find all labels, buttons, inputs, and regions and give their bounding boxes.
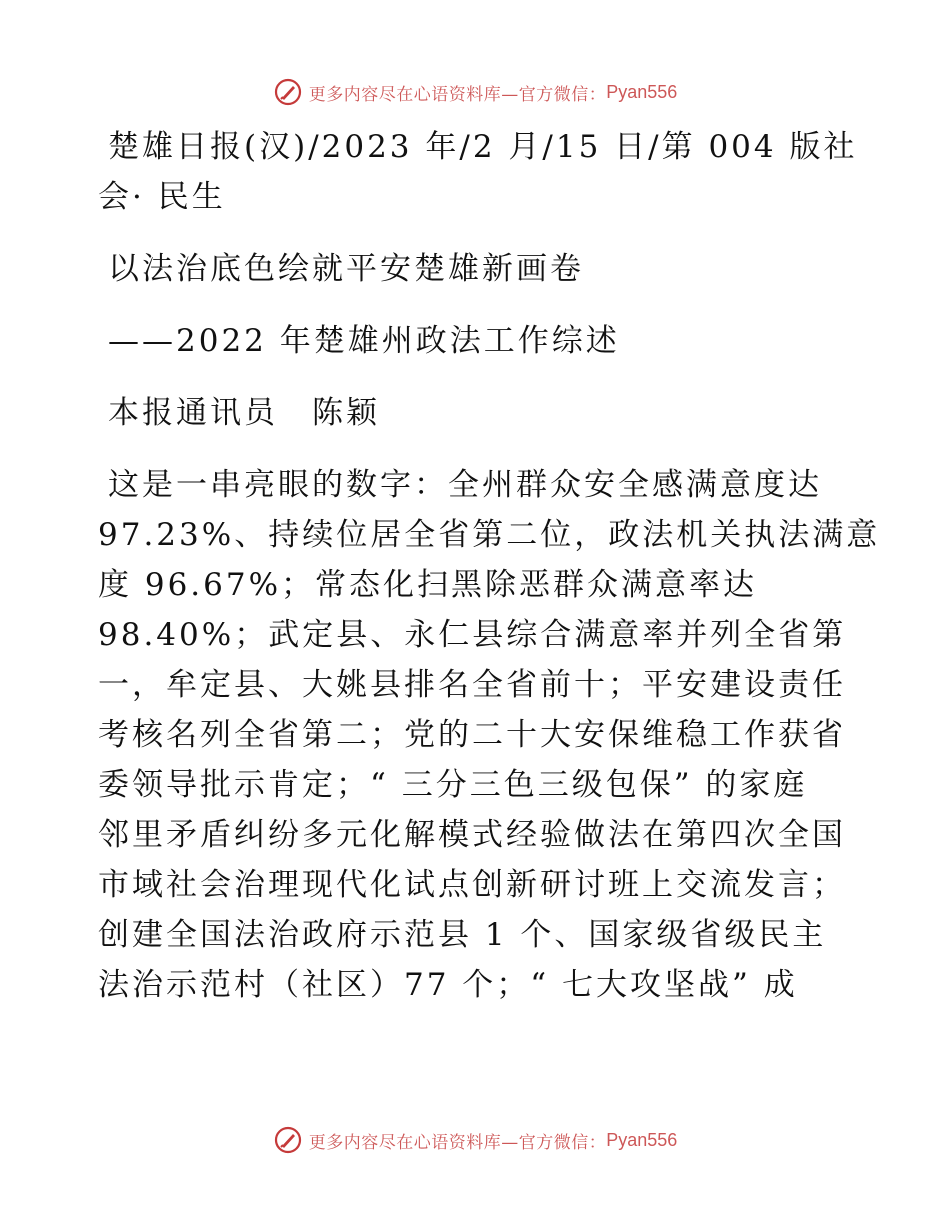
body-line-3: 度 96.67%；常态化扫黑除恶群众满意率达 xyxy=(98,567,758,603)
source-line-2: 会· 民生 xyxy=(98,179,226,215)
source-line-1: 楚雄日报(汉)/2023 年/2 月/15 日/第 004 版社 xyxy=(108,129,858,165)
watermark-id: Pyan556 xyxy=(606,1129,678,1150)
quill-logo-icon xyxy=(273,1125,303,1155)
article-byline: 本报通讯员 陈颖 xyxy=(108,395,380,431)
watermark-id: Pyan556 xyxy=(606,81,678,102)
body-line-2: 97.23%、持续位居全省第二位，政法机关执法满意 xyxy=(98,517,881,553)
watermark-text: 更多内容尽在心语资料库—官方微信： xyxy=(308,84,607,105)
watermark-header xyxy=(0,72,950,112)
article-subtitle: ——2022 年楚雄州政法工作综述 xyxy=(108,323,620,359)
body-line-4: 98.40%；武定县、永仁县综合满意率并列全省第 xyxy=(98,617,847,653)
body-line-8: 邻里矛盾纠纷多元化解模式经验做法在第四次全国 xyxy=(98,817,846,853)
article-title: 以法治底色绘就平安楚雄新画卷 xyxy=(108,251,584,287)
body-line-9: 市域社会治理现代化试点创新研讨班上交流发言； xyxy=(98,867,846,903)
body-line-7: 委领导批示肯定；“ 三分三色三级包保” 的家庭 xyxy=(98,767,808,803)
watermark-text: 更多内容尽在心语资料库—官方微信： xyxy=(308,1132,607,1153)
quill-logo-icon xyxy=(273,77,303,107)
body-line-1: 这是一串亮眼的数字：全州群众安全感满意度达 xyxy=(108,467,822,503)
body-line-11: 法治示范村（社区）77 个；“ 七大攻坚战” 成 xyxy=(98,967,798,1003)
body-line-5: 一，牟定县、大姚县排名全省前十；平安建设责任 xyxy=(98,667,846,703)
body-line-6: 考核名列全省第二；党的二十大安保维稳工作获省 xyxy=(98,717,846,753)
body-line-10: 创建全国法治政府示范县 1 个、国家级省级民主 xyxy=(98,917,827,953)
watermark-footer xyxy=(0,1120,950,1160)
article xyxy=(98,122,881,1010)
